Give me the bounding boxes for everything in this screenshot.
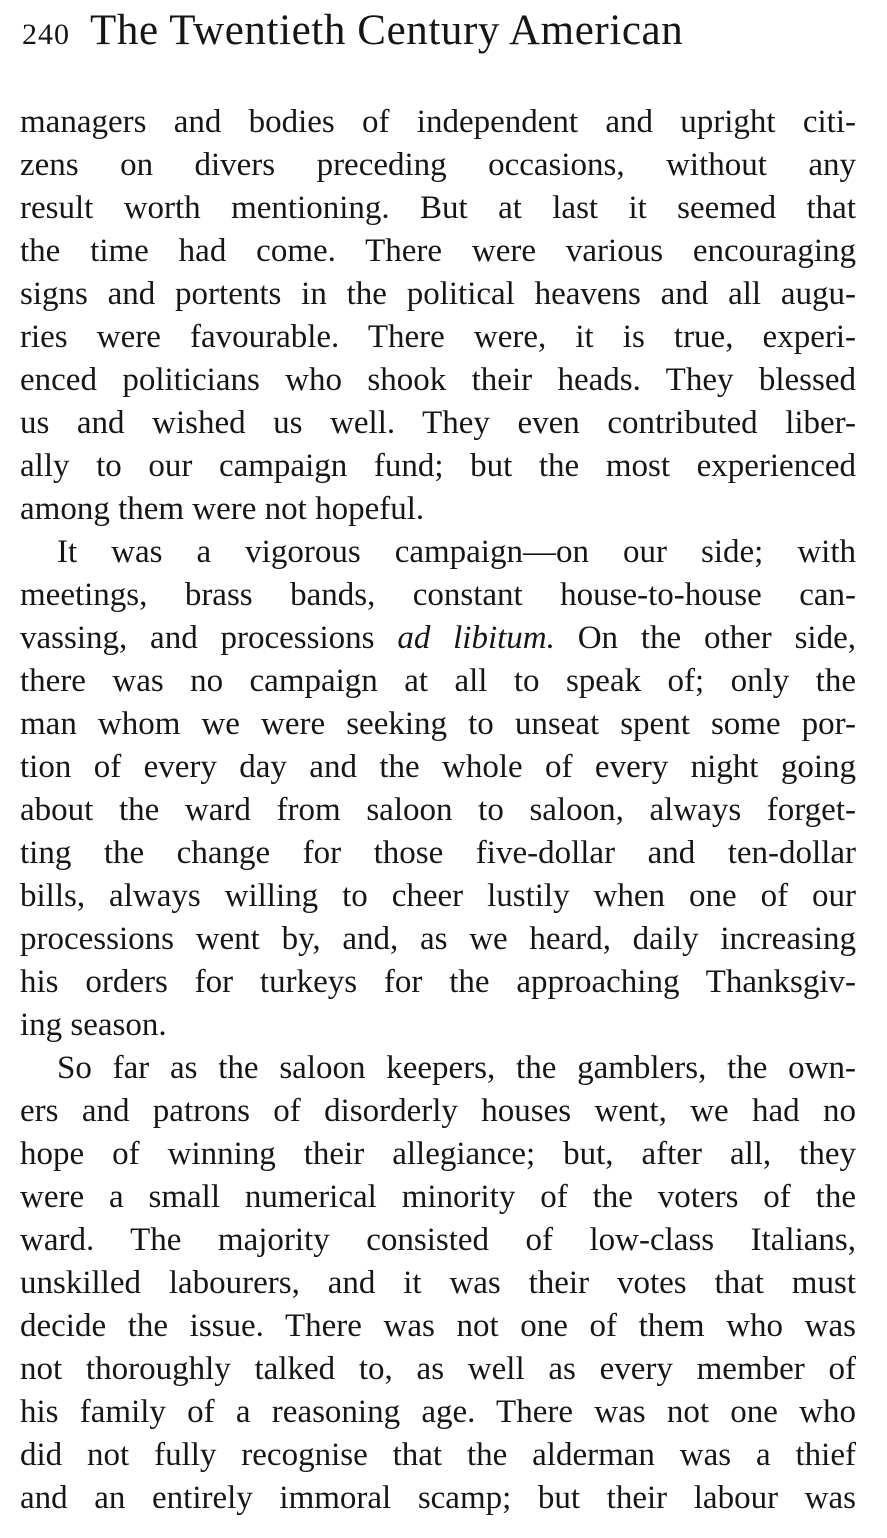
text-line: bills, always willing to cheer lustily when one of our — [20, 878, 856, 914]
text-line: about the ward from saloon to saloon, always forget- — [20, 792, 856, 828]
text-line: It was a vigorous campaign—on our side; with — [57, 534, 856, 570]
text-line: the time had come. There were various encouraging — [20, 233, 856, 269]
text-line: there was no campaign at all to speak of; only the — [20, 663, 856, 699]
text-line: tion of every day and the whole of every night going — [20, 749, 856, 785]
text-line-with-italic — [20, 617, 856, 660]
text-line: and an entirely immoral scamp; but their labour was — [20, 1480, 856, 1516]
text-line: not thoroughly talked to, as well as every member of — [20, 1351, 856, 1387]
page-header — [22, 6, 862, 66]
body-text — [20, 101, 856, 1520]
text-line: among them were not hopeful. — [20, 491, 425, 527]
text-line: hope of winning their allegiance; but, after all, they — [20, 1136, 856, 1172]
text-line: did not fully recognise that the alderman was a thief — [20, 1437, 856, 1473]
text-run: On the other side, — [554, 620, 856, 656]
text-line: signs and portents in the political heavens and all augu- — [20, 276, 856, 312]
italic-phrase: ad libitum. — [397, 620, 555, 656]
text-line: were a small numerical minority of the voters of the — [20, 1179, 856, 1215]
text-line: ting the change for those five-dollar and ten-dollar — [20, 835, 856, 871]
text-line: his family of a reasoning age. There was not one who — [20, 1394, 856, 1430]
text-line: ally to our campaign fund; but the most experienced — [20, 448, 856, 484]
text-line: enced politicians who shook their heads. They blessed — [20, 362, 856, 398]
text-line: result worth mentioning. But at last it seemed that — [20, 190, 856, 226]
text-line: So far as the saloon keepers, the gamblers, the own- — [57, 1050, 856, 1086]
paragraph-3 — [20, 1047, 856, 1520]
paragraph-1 — [20, 101, 856, 531]
text-line: meetings, brass bands, constant house-to-house can- — [20, 577, 856, 613]
text-line: ries were favourable. There were, it is true, experi- — [20, 319, 856, 355]
text-line: managers and bodies of independent and upright citi- — [20, 104, 856, 140]
text-line: ers and patrons of disorderly houses went, we had no — [20, 1093, 856, 1129]
paragraph-2 — [20, 531, 856, 1047]
text-line: zens on divers preceding occasions, without any — [20, 147, 856, 183]
text-line: ing season. — [20, 1007, 167, 1043]
running-title: The Twentieth Century American — [90, 7, 684, 54]
text-line: processions went by, and, as we heard, daily increasing — [20, 921, 856, 957]
text-line: man whom we were seeking to unseat spent some por- — [20, 706, 856, 742]
text-line: ward. The majority consisted of low-class Italians, — [20, 1222, 856, 1258]
text-line: his orders for turkeys for the approaching Thanksgiv- — [20, 964, 856, 1000]
text-line: decide the issue. There was not one of them who was — [20, 1308, 856, 1344]
text-line: us and wished us well. They even contributed liber- — [20, 405, 856, 441]
page-number: 240 — [22, 18, 70, 51]
text-run: vassing, and processions — [20, 620, 398, 656]
text-line: unskilled labourers, and it was their votes that must — [20, 1265, 856, 1301]
